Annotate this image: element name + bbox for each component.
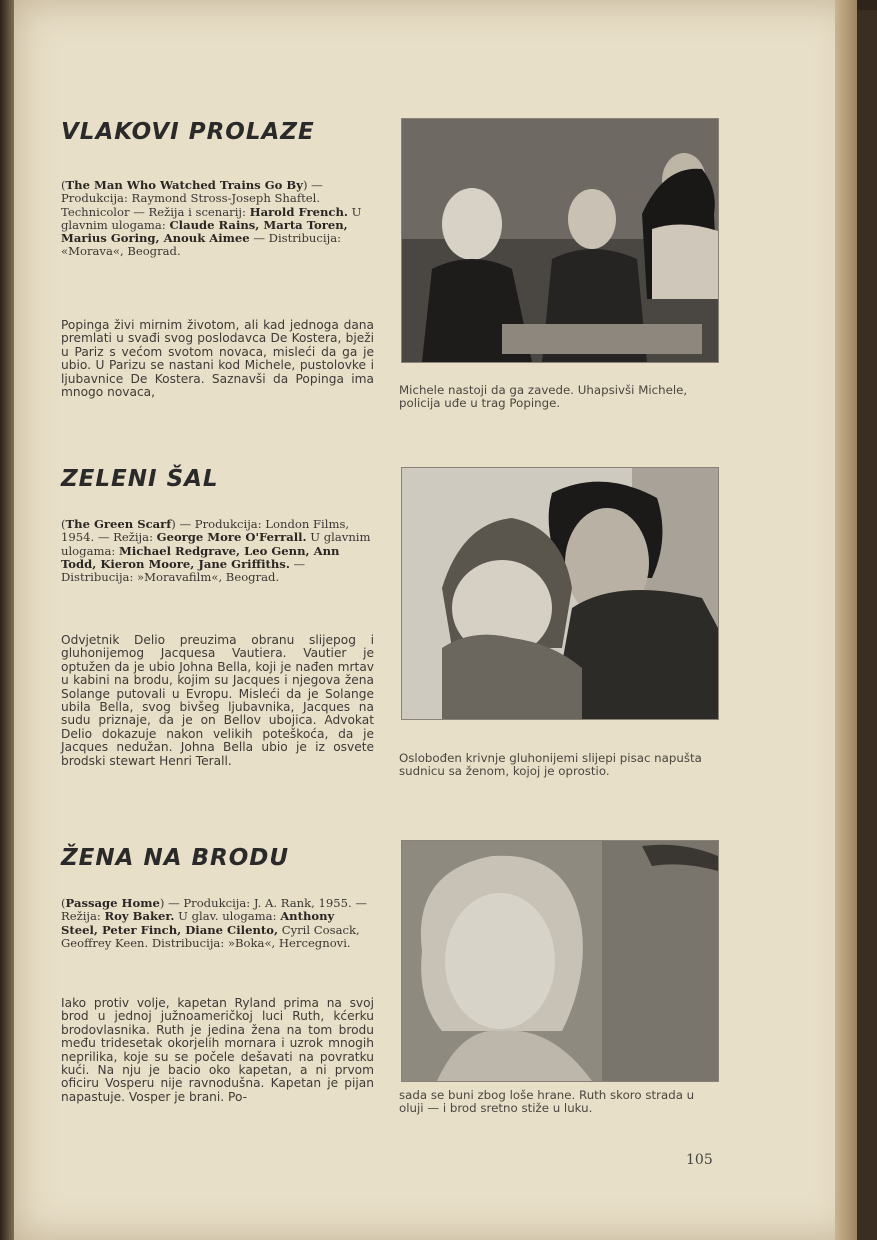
book-spine — [835, 0, 857, 1240]
section-title-zeleni-sal: ZELENI ŠAL — [61, 466, 219, 492]
page-number: 105 — [686, 1152, 713, 1168]
film-still-photo — [401, 118, 719, 363]
photo-caption: Oslobođen krivnje gluhonijemi slijepi pisac napušta sudnicu sa ženom, kojoj je oprostio. — [399, 751, 702, 779]
section-synopsis: Popinga živi mirnim životom, ali kad jednoga dana premlati u svađi svog poslodavca De Kostera, bježi u Pariz s većom svotom novaca, misleći da ga je ubio. U Parizu se nastani kod Michele, pustolovke i ljubavnice De Kostera. Saznavši da Popinga ima mnogo novaca, — [61, 318, 374, 400]
section-synopsis: Odvjetnik Delio preuzima obranu slijepog i gluhonijemog Jacquesa Vautiera. Vautier je optužen da je ubio Johna Bella, koji je nađen mrtav u kabini na brodu, kojim su Jacques i njegova žena Solange putovali u Evropu. Misleći da je Solange ubila Bella, svog bivšeg ljubavnika, Jacques na sudu priznaje, da je on Bellov ubojica. Advokat Delio dokazuje nakon velikih poteškoća, da je Jacques nedužan. Johna Bella ubio je iz osvete brodski stewart Henri Terall. — [61, 633, 374, 768]
section-credits: (The Green Scarf) — Produkcija: London Films, 1954. — Režija: George More O'Ferrall. U glavnim ulogama: Michael Redgrave, Leo Genn, Ann Todd, Kieron Moore, Jane Griffiths. — Distribucija: »Moravafilm«, Beograd. — [61, 517, 371, 585]
section-credits: (The Man Who Watched Trains Go By) — Produkcija: Raymond Stross-Joseph Shaftel. Technicolor — Režija i scenarij: Harold French. U glavnim ulogama: Claude Rains, Marta Toren, Marius Goring, Anouk Aimee — Distribucija: «Morava«, Beograd. — [61, 178, 362, 259]
photo-caption: sada se buni zbog loše hrane. Ruth skoro strada u oluji — i brod sretno stiže u luku. — [399, 1088, 695, 1116]
magazine-page — [14, 0, 857, 1240]
film-still-photo — [401, 840, 719, 1082]
section-credits: (Passage Home) — Produkcija: J. A. Rank, 1955. — Režija: Roy Baker. U glav. ulogama: Anthony Steel, Peter Finch, Diane Cilento, Cyril Cosack, Geoffrey Keen. Distribucija: »Boka«, Hercegnovi. — [61, 896, 367, 950]
section-synopsis: Iako protiv volje, kapetan Ryland prima na svoj brod u jednoj južnoameričkoj luci Ruth, kćerku brodovlasnika. Ruth je jedina žena na tom brodu među tridesetak okorjelih mornara i uzrok mnogih neprilika, koje su se počele dešavati na povratku kući. Na nju je bacio oko kapetan, a ni prvom oficiru Vosperu nije ravnodušna. Kapetan je pijan napastuje. Vosper je brani. Po- — [61, 996, 374, 1104]
section-title-zena-na-brodu: ŽENA NA BRODU — [61, 845, 290, 871]
photo-caption: Michele nastoji da ga zavede. Uhapsivši Michele, policija uđe u trag Popinge. — [399, 383, 688, 411]
film-still-photo — [401, 467, 719, 720]
section-title-vlakovi-prolaze: VLAKOVI PROLAZE — [61, 119, 315, 145]
